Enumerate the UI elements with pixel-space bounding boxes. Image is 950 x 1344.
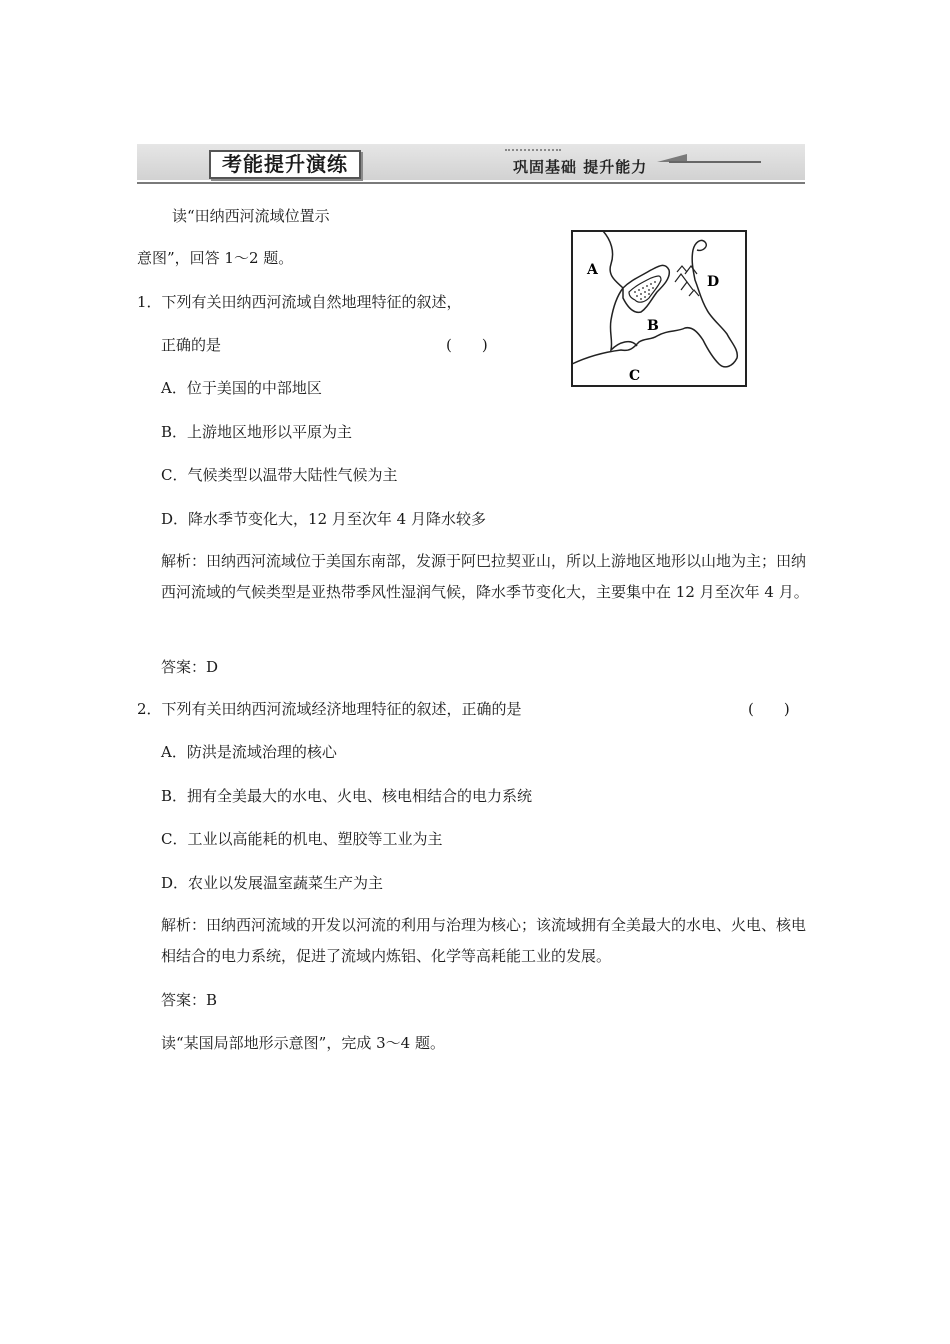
map-label-d: D	[707, 274, 720, 290]
q2-analysis: 解析：田纳西河流域的开发以河流的利用与治理为核心；该流域拥有全美最大的水电、火电、核电相结合的电力系统，促进了流域内炼铝、化学等高耗能工业的发展。	[161, 916, 807, 965]
q2-option-d: D．农业以发展温室蔬菜生产为主	[161, 874, 384, 892]
q1-option-d: D．降水季节变化大，12 月至次年 4 月降水较多	[161, 510, 486, 528]
q1-option-b: B．上游地区地形以平原为主	[161, 423, 353, 441]
q1-answer: 答案：D	[161, 658, 219, 676]
q2-option-b: B．拥有全美最大的水电、火电、核电相结合的电力系统	[161, 787, 533, 805]
banner-underline	[137, 182, 805, 184]
map-label-b: B	[647, 318, 659, 334]
q1-analysis: 解析：田纳西河流域位于美国东南部，发源于阿巴拉契亚山，所以上游地区地形以山地为主；田纳西河流域的气候类型是亚热带季风性湿润气候，降水季节变化大，主要集中在 12 月至次年 4 月。	[161, 552, 809, 601]
tennessee-river-map	[571, 230, 747, 387]
intro1-line2: 意图”，回答 1～2 题。	[137, 249, 294, 267]
q1-stem-line2: 正确的是	[161, 336, 222, 354]
map-label-c: C	[629, 368, 641, 384]
q2-stem: 2．下列有关田纳西河流域经济地理特征的叙述，正确的是	[137, 700, 522, 718]
section-banner	[137, 144, 805, 186]
q2-option-c: C．工业以高能耗的机电、塑胶等工业为主	[161, 830, 443, 848]
q1-answer-paren: ( )	[446, 336, 488, 354]
banner-dots-decoration	[505, 149, 561, 154]
q1-option-c: C．气候类型以温带大陆性气候为主	[161, 466, 398, 484]
intro1-line1: 读“田纳西河流域位置示	[172, 207, 330, 225]
intro2: 读“某国局部地形示意图”，完成 3～4 题。	[161, 1034, 445, 1052]
q2-option-a: A．防洪是流域治理的核心	[161, 743, 337, 761]
q2-answer-paren: ( )	[748, 700, 790, 718]
banner-title: 考能提升演练	[209, 150, 361, 179]
banner-subtitle: 巩固基础 提升能力	[513, 158, 648, 176]
map-label-a: A	[587, 262, 598, 278]
q1-stem-line1: 1．下列有关田纳西河流域自然地理特征的叙述，	[137, 293, 462, 311]
q2-answer: 答案：B	[161, 991, 218, 1009]
banner-stripe-decoration	[669, 161, 761, 163]
q1-option-a: A．位于美国的中部地区	[161, 379, 322, 397]
